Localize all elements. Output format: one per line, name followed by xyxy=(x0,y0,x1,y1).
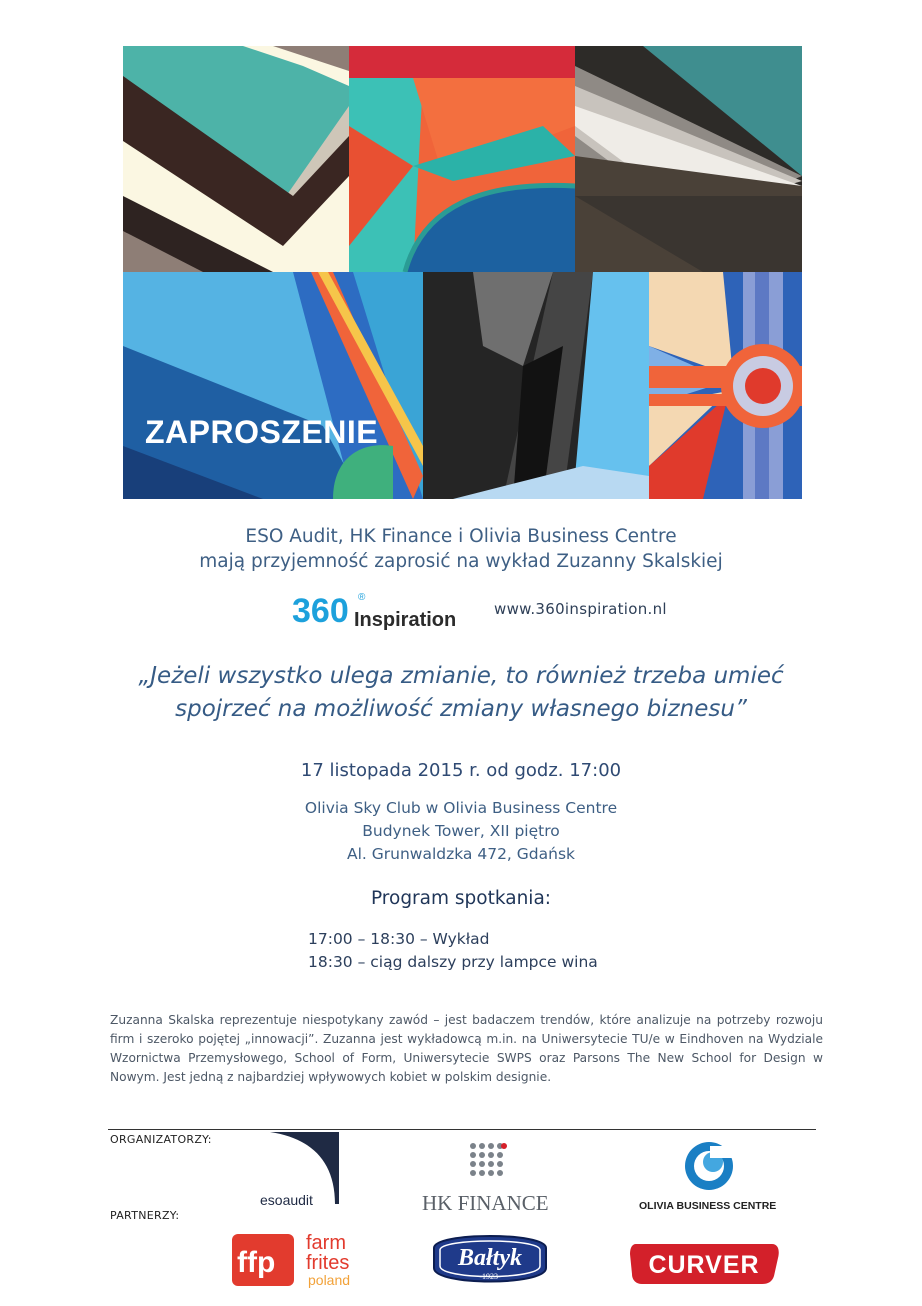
venue-line-3: Al. Grunwaldzka 472, Gdańsk xyxy=(346,845,576,863)
intro-text xyxy=(0,524,922,574)
schedule-item: 17:00 – 18:30 – Wykład xyxy=(308,930,490,948)
website-link[interactable]: www.360inspiration.nl xyxy=(494,600,667,618)
hero-panel-1 xyxy=(123,46,349,272)
olivia-business-centre-logo[interactable] xyxy=(636,1138,782,1214)
program-schedule xyxy=(308,928,598,974)
venue-line-1: Olivia Sky Club w Olivia Business Centre xyxy=(304,799,618,817)
hk-finance-name: HK FINANCE xyxy=(422,1191,549,1215)
olivia-name: OLIVIA BUSINESS CENTRE xyxy=(639,1200,777,1212)
baltyk-name: Bałtyk xyxy=(458,1245,522,1271)
farm-frites-line-3: poland xyxy=(308,1272,351,1288)
hero-panel-3 xyxy=(575,46,802,272)
hk-finance-dots-icon xyxy=(470,1143,503,1176)
hero-title: ZAPROSZENIE xyxy=(145,414,379,450)
hero-panel-6 xyxy=(649,272,802,499)
baltyk-logo[interactable] xyxy=(428,1228,552,1290)
farm-frites-mark: ffp xyxy=(237,1246,276,1279)
quote-line-1: „Jeżeli wszystko ulega zmianie, to również trzeba umieć xyxy=(138,663,784,689)
logo-360-number: 360 xyxy=(292,592,349,630)
intro-line-1: ESO Audit, HK Finance i Olivia Business Centre xyxy=(245,526,677,547)
esoaudit-logo[interactable] xyxy=(255,1130,345,1210)
360-inspiration-logo[interactable] xyxy=(292,588,472,633)
logo-360-mark: ® xyxy=(358,592,366,603)
lecture-quote xyxy=(0,660,922,726)
baltyk-year: -1923- xyxy=(479,1272,501,1281)
curver-logo[interactable] xyxy=(628,1240,780,1286)
event-venue xyxy=(0,797,922,866)
organizers-label: ORGANIZATORZY: xyxy=(110,1133,212,1146)
quote-line-2: spojrzeć na możliwość zmiany własnego biznesu” xyxy=(175,696,747,722)
esoaudit-name: esoaudit xyxy=(260,1192,313,1208)
speaker-bio: Zuzanna Skalska reprezentuje niespotykany zawód – jest badaczem trendów, które analizuje na potrzeby rozwoju firm i szeroko pojętej „innowacji”. Zuzanna jest wykładowcą m.in. na Uniwersytecie TU/e w Eindhoven na Wydziale Wzornictwa Przemysłowego, School of Form, Uniwersytecie SWPS oraz Parsons The New School for Design w Nowym. Jest jedną z najbardziej wpływowych kobiet w polskim designie. xyxy=(110,1013,823,1084)
curver-name: CURVER xyxy=(648,1251,760,1279)
hk-finance-logo[interactable] xyxy=(420,1140,560,1216)
farm-frites-line-2: frites xyxy=(306,1252,350,1274)
farm-frites-logo[interactable] xyxy=(228,1230,360,1290)
intro-line-2: mają przyjemność zaprosić na wykład Zuzanny Skalskiej xyxy=(199,551,723,572)
hero-panel-5 xyxy=(423,272,649,499)
farm-frites-line-1: farm xyxy=(306,1232,346,1254)
hero-banner xyxy=(123,46,802,499)
partners-label: PARTNERZY: xyxy=(110,1209,180,1222)
program-title: Program spotkania: xyxy=(370,888,552,909)
hero-panel-4 xyxy=(123,272,423,499)
venue-line-2: Budynek Tower, XII piętro xyxy=(362,822,560,840)
footer-divider xyxy=(108,1129,816,1130)
hero-panel-2 xyxy=(349,46,575,272)
schedule-item: 18:30 – ciąg dalszy przy lampce wina xyxy=(308,953,598,971)
logo-360-word: Inspiration xyxy=(354,609,457,631)
event-date: 17 listopada 2015 r. od godz. 17:00 xyxy=(300,760,622,781)
